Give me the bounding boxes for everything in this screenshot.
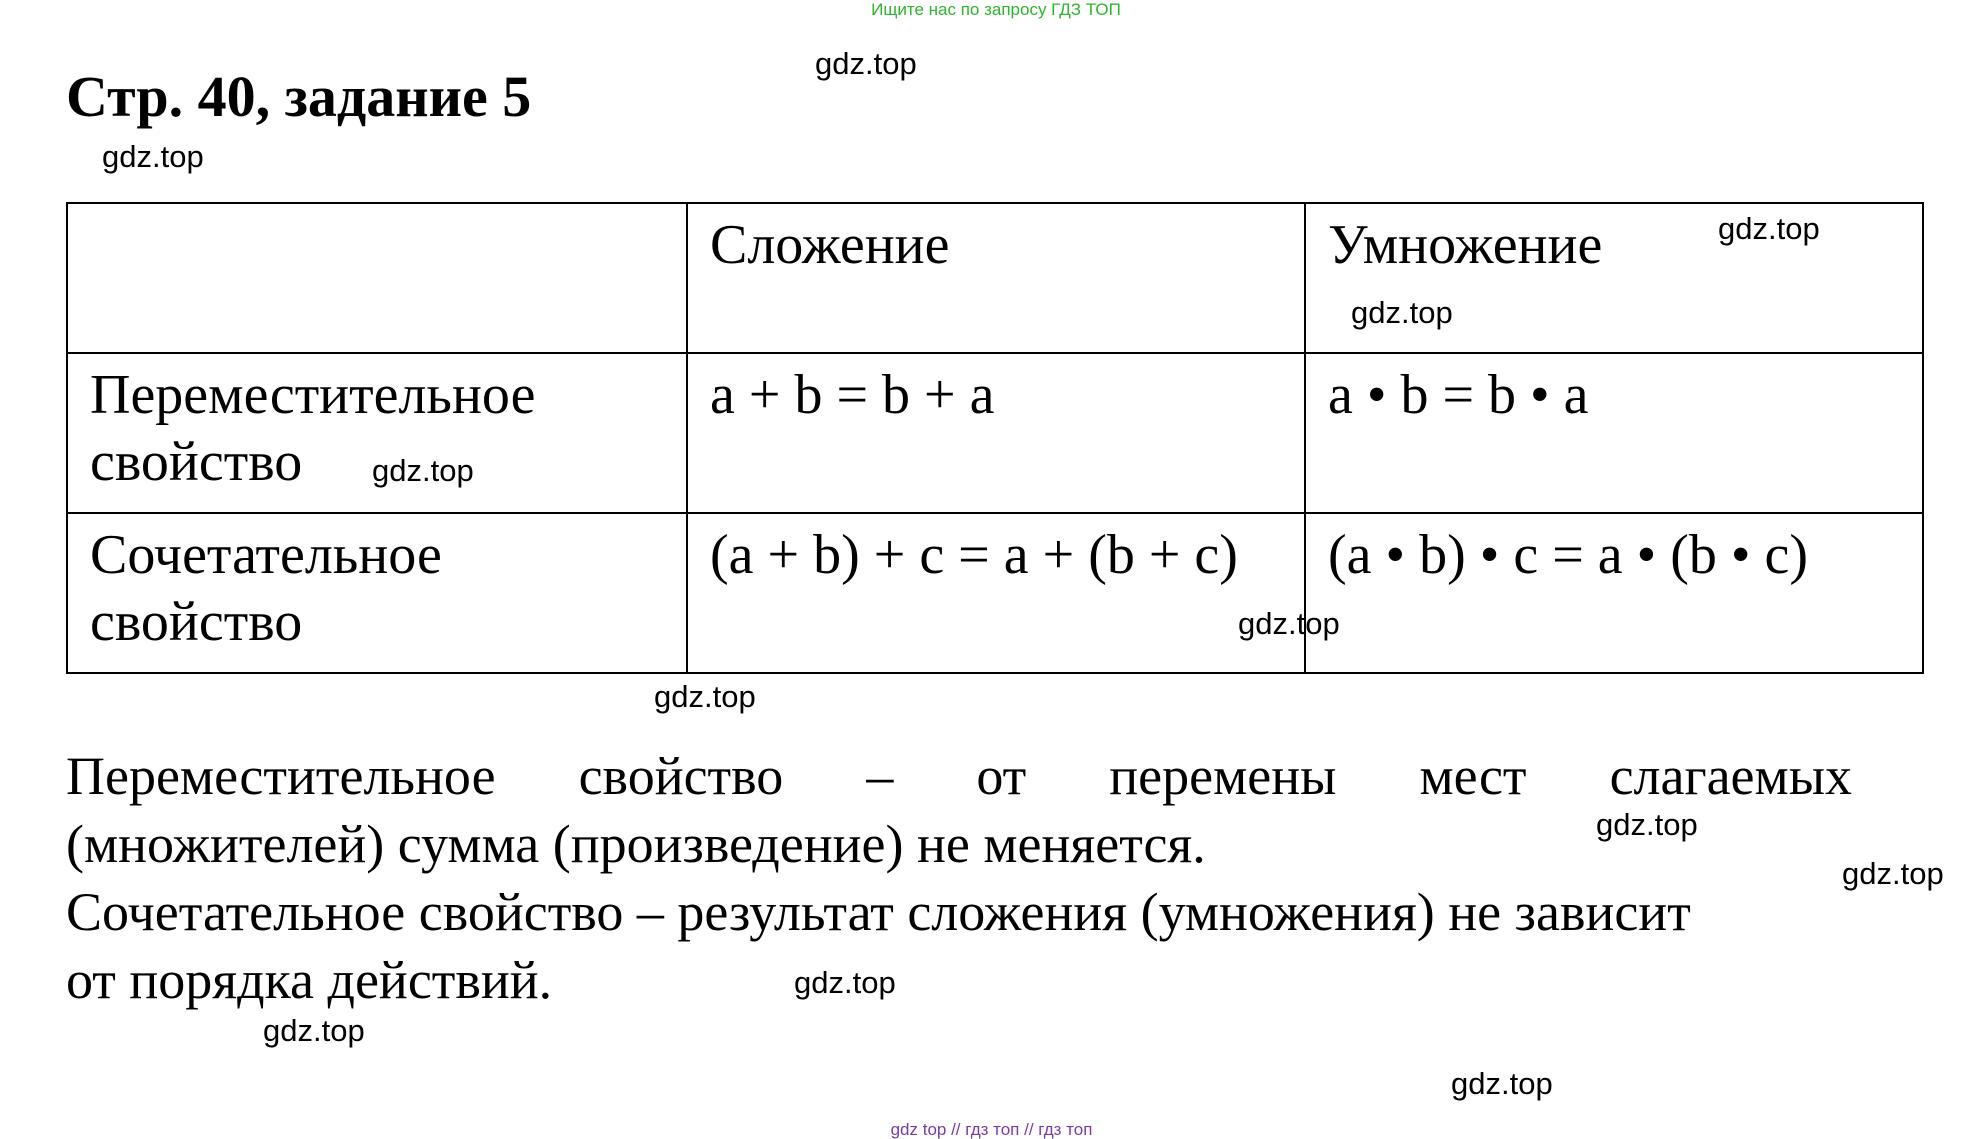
footer-links[interactable]: gdz top // гдз топ // гдз топ (890, 1120, 1093, 1139)
explanation-line-3: Сочетательное свойство – результат сложения (умножения) не зависит (66, 882, 1691, 942)
watermark: gdz.top (102, 139, 204, 174)
page-title: Стр. 40, задание 5 (66, 64, 532, 129)
explanation-word: Переместительное (66, 746, 496, 806)
watermark: gdz.top (815, 46, 917, 81)
row-label-line: Сочетательное (90, 524, 442, 586)
watermark: gdz.top (1238, 606, 1340, 641)
explanation-word: от (976, 746, 1027, 806)
row-label-line: Переместительное (90, 364, 536, 426)
associative-multiplication-formula: (a • b) • c = a • (b • c) (1305, 513, 1923, 673)
explanation-line-4: от порядка действий. (66, 950, 553, 1010)
commutative-addition-formula: a + b = b + a (687, 353, 1305, 513)
explanation-line-1 (66, 742, 1852, 810)
search-hint-link[interactable]: Ищите нас по запросу ГДЗ ТОП (871, 0, 1121, 19)
watermark: gdz.top (654, 679, 756, 714)
explanation-line-2: (множителей) сумма (произведение) не меняется. (66, 814, 1206, 874)
row-label-associative (67, 513, 687, 673)
watermark: gdz.top (1351, 295, 1453, 330)
table-header-addition: Сложение (687, 203, 1305, 353)
table-row (67, 353, 1923, 513)
explanation-word: перемены (1109, 746, 1337, 806)
explanation-word: мест (1419, 746, 1527, 806)
watermark: gdz.top (1718, 211, 1820, 246)
properties-table (66, 202, 1924, 674)
watermark: gdz.top (1596, 807, 1698, 842)
explanation-word: слагаемых (1609, 746, 1852, 806)
table-header-empty (67, 203, 687, 353)
watermark: gdz.top (372, 453, 474, 488)
explanation-word: – (866, 746, 894, 806)
table-row (67, 513, 1923, 673)
explanation-word: свойство (578, 746, 784, 806)
commutative-multiplication-formula: a • b = b • a (1305, 353, 1923, 513)
watermark: gdz.top (1451, 1066, 1553, 1101)
watermark: gdz.top (794, 965, 896, 1000)
associative-addition-formula: (a + b) + c = a + (b + c) (687, 513, 1305, 673)
table-header-row (67, 203, 1923, 353)
row-label-line: свойство (90, 431, 303, 493)
watermark: gdz.top (263, 1013, 365, 1048)
watermark: gdz.top (1842, 856, 1944, 891)
table-header-multiplication: Умножение (1305, 203, 1923, 353)
row-label-commutative (67, 353, 687, 513)
row-label-line: свойство (90, 591, 303, 653)
